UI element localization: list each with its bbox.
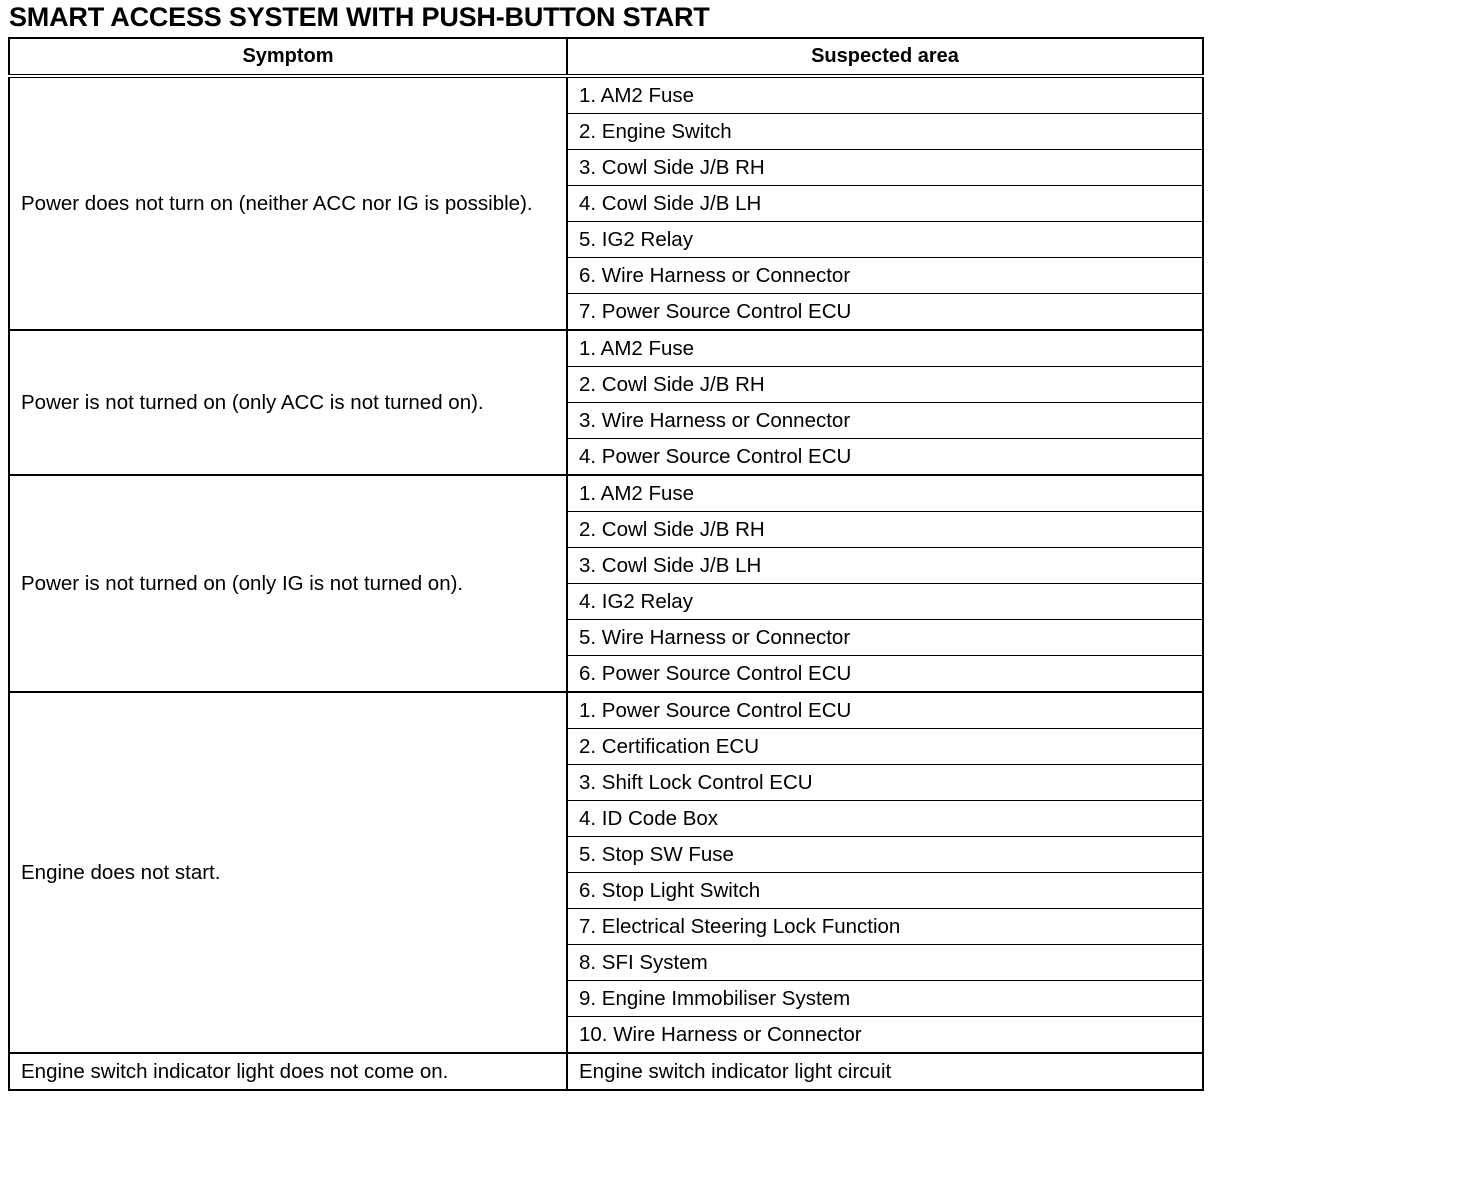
- suspected-area-cell: 2. Engine Switch: [567, 114, 1203, 150]
- table-row: [9, 1053, 1203, 1090]
- column-header-suspected-area: Suspected area: [567, 38, 1203, 76]
- suspected-area-cell: Engine switch indicator light circuit: [567, 1053, 1203, 1090]
- troubleshooting-table: [8, 37, 1204, 1091]
- symptom-cell: Power is not turned on (only IG is not turned on).: [9, 475, 567, 692]
- suspected-area-cell: 3. Shift Lock Control ECU: [567, 765, 1203, 801]
- suspected-area-cell: 1. Power Source Control ECU: [567, 692, 1203, 729]
- symptom-cell: Power does not turn on (neither ACC nor IG is possible).: [9, 76, 567, 330]
- suspected-area-cell: 6. Wire Harness or Connector: [567, 258, 1203, 294]
- symptom-cell: Engine does not start.: [9, 692, 567, 1053]
- suspected-area-cell: 3. Cowl Side J/B LH: [567, 548, 1203, 584]
- suspected-area-cell: 5. Wire Harness or Connector: [567, 620, 1203, 656]
- suspected-area-cell: 5. IG2 Relay: [567, 222, 1203, 258]
- suspected-area-cell: 6. Stop Light Switch: [567, 873, 1203, 909]
- column-header-symptom: Symptom: [9, 38, 567, 76]
- suspected-area-cell: 9. Engine Immobiliser System: [567, 981, 1203, 1017]
- table-row: [9, 475, 1203, 512]
- suspected-area-cell: 4. Power Source Control ECU: [567, 439, 1203, 476]
- suspected-area-cell: 5. Stop SW Fuse: [567, 837, 1203, 873]
- suspected-area-cell: 2. Certification ECU: [567, 729, 1203, 765]
- suspected-area-cell: 2. Cowl Side J/B RH: [567, 367, 1203, 403]
- suspected-area-cell: 2. Cowl Side J/B RH: [567, 512, 1203, 548]
- suspected-area-cell: 8. SFI System: [567, 945, 1203, 981]
- suspected-area-cell: 1. AM2 Fuse: [567, 475, 1203, 512]
- suspected-area-cell: 1. AM2 Fuse: [567, 330, 1203, 367]
- suspected-area-cell: 3. Cowl Side J/B RH: [567, 150, 1203, 186]
- table-header-row: [9, 38, 1203, 76]
- suspected-area-cell: 1. AM2 Fuse: [567, 76, 1203, 114]
- table-row: [9, 76, 1203, 114]
- suspected-area-cell: 4. IG2 Relay: [567, 584, 1203, 620]
- suspected-area-cell: 7. Power Source Control ECU: [567, 294, 1203, 331]
- suspected-area-cell: 7. Electrical Steering Lock Function: [567, 909, 1203, 945]
- page-title: SMART ACCESS SYSTEM WITH PUSH-BUTTON START: [9, 2, 710, 32]
- suspected-area-cell: 4. Cowl Side J/B LH: [567, 186, 1203, 222]
- table-row: [9, 330, 1203, 367]
- suspected-area-cell: 6. Power Source Control ECU: [567, 656, 1203, 693]
- table-row: [9, 692, 1203, 729]
- suspected-area-cell: 3. Wire Harness or Connector: [567, 403, 1203, 439]
- symptom-cell: Power is not turned on (only ACC is not turned on).: [9, 330, 567, 475]
- suspected-area-cell: 4. ID Code Box: [567, 801, 1203, 837]
- table-body: [9, 76, 1203, 1090]
- symptom-cell: Engine switch indicator light does not come on.: [9, 1053, 567, 1090]
- suspected-area-cell: 10. Wire Harness or Connector: [567, 1017, 1203, 1054]
